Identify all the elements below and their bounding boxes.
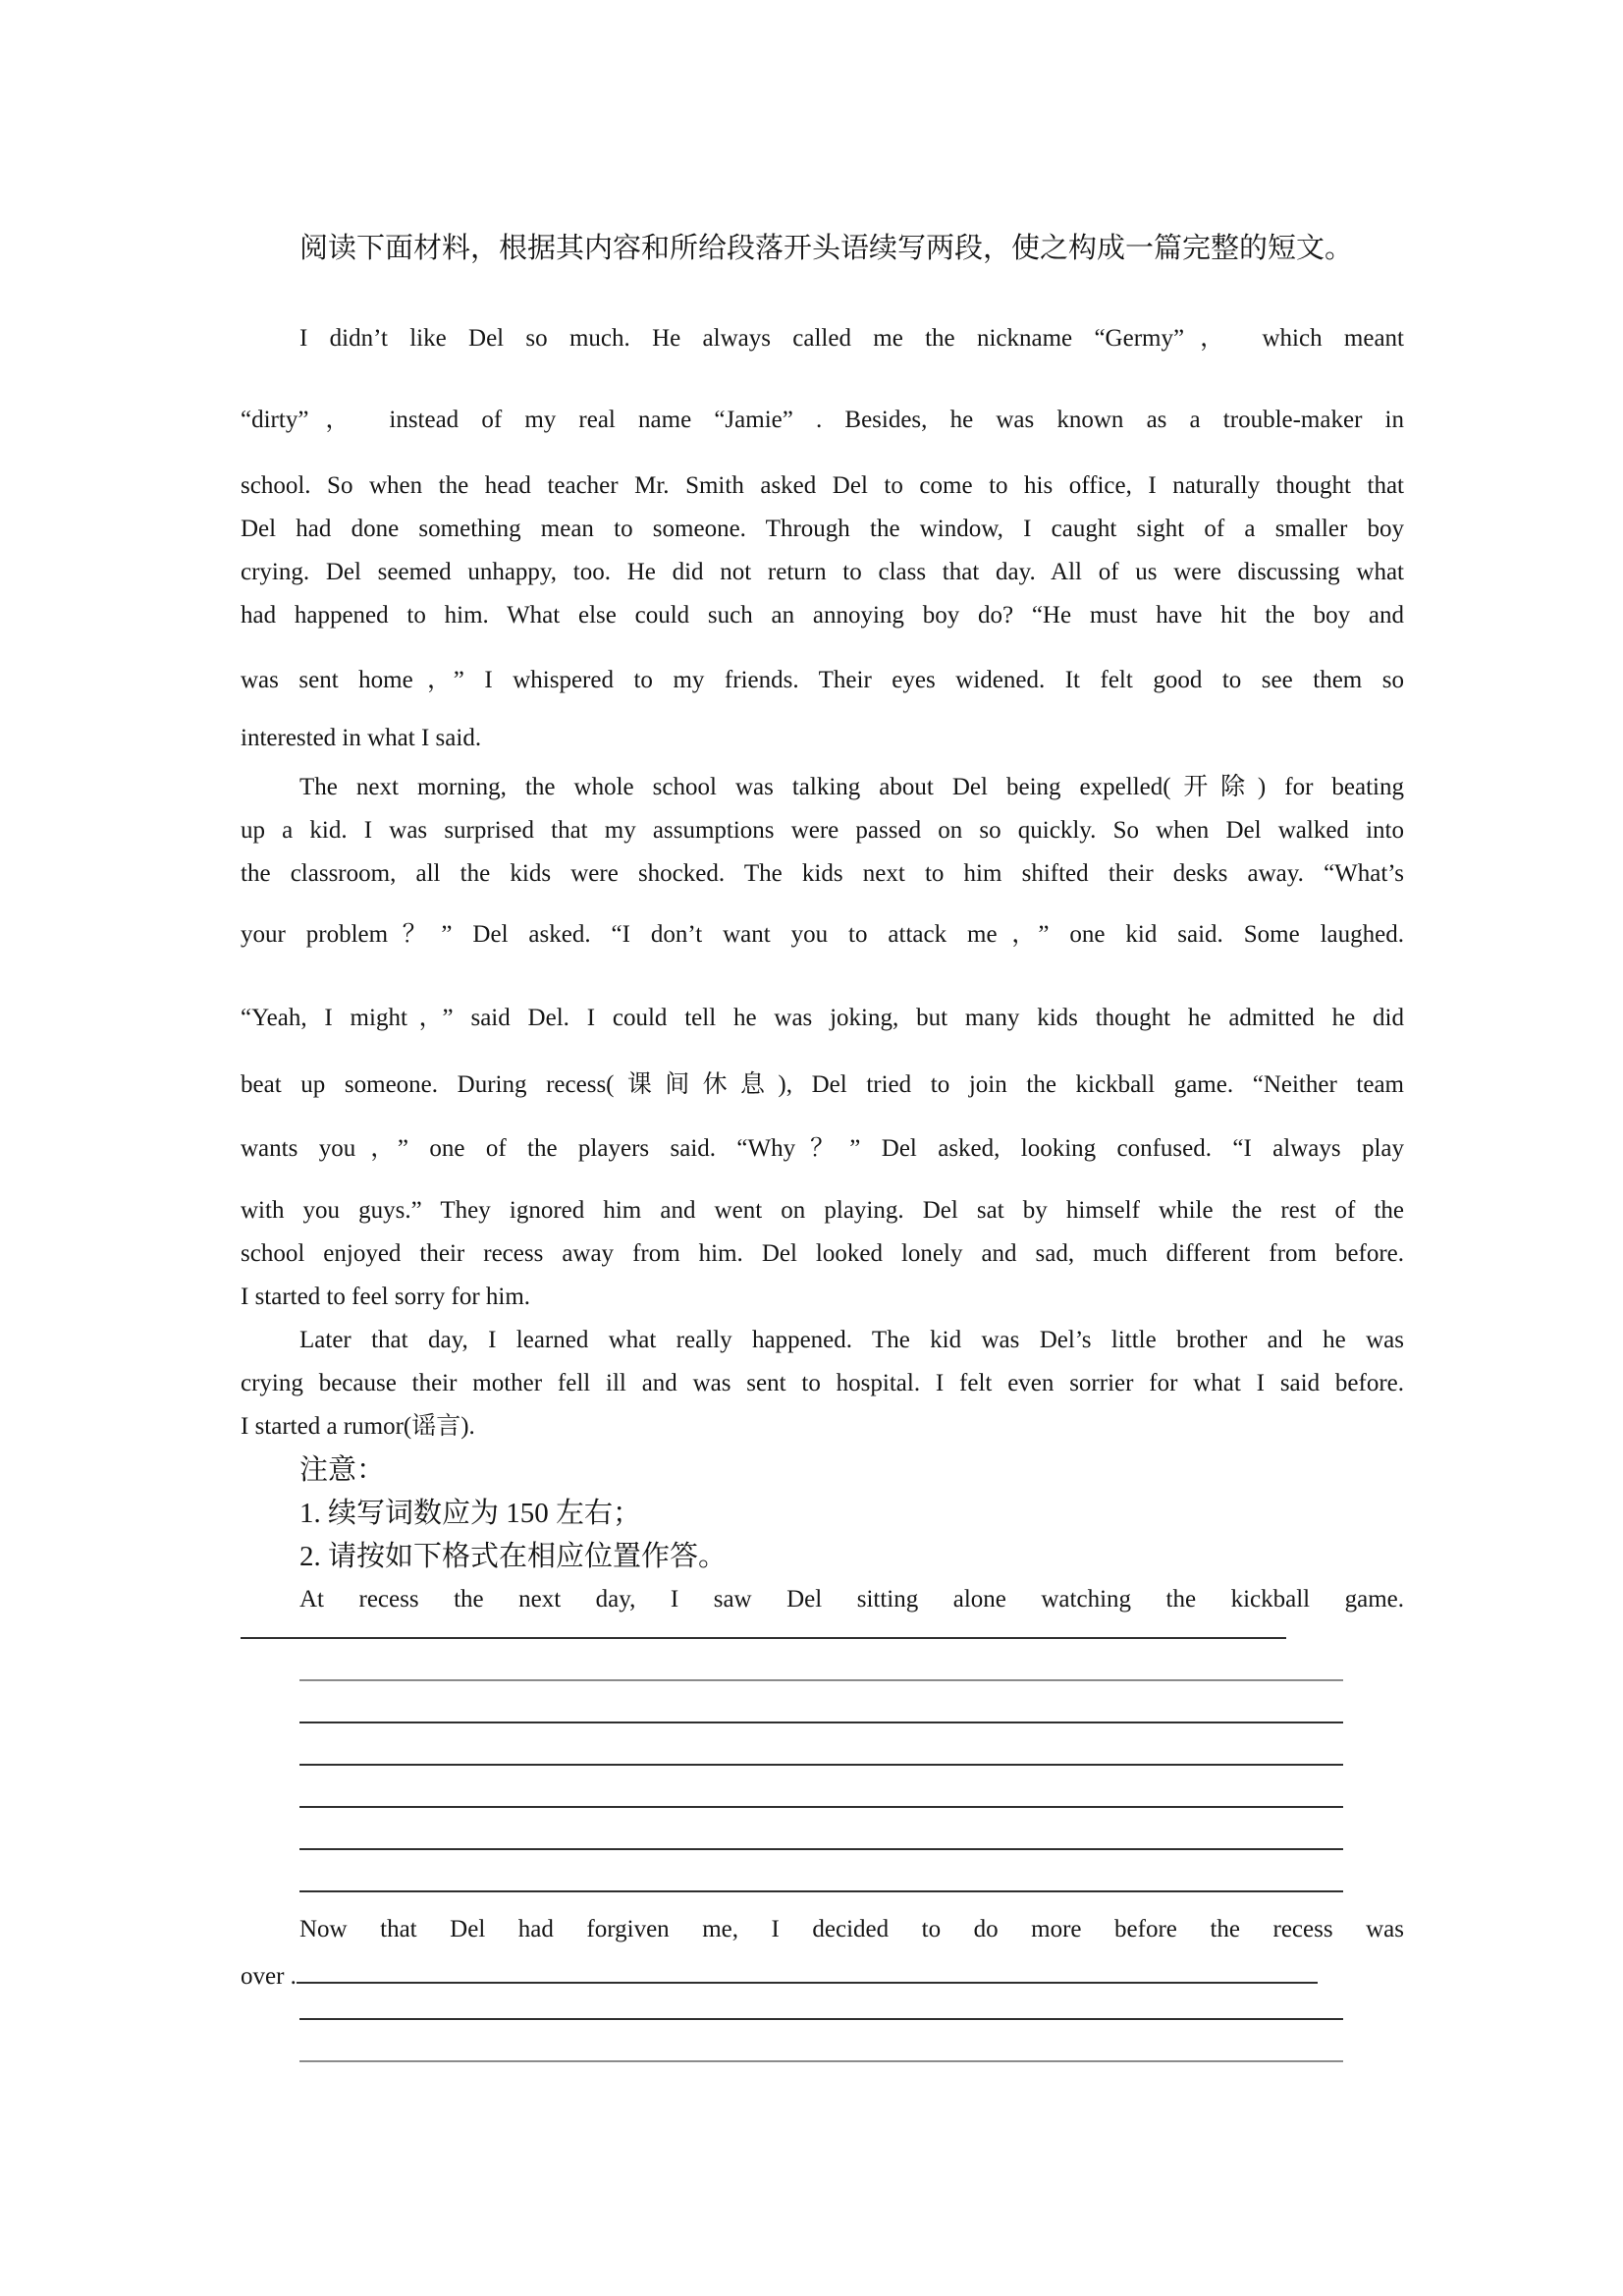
writing-line: [299, 2018, 1343, 2020]
story-line: crying because their mother fell ill and was sent to hospital. I felt even sorrier for what I said before.: [241, 1370, 1404, 1396]
story-line: wants you，” one of the players said. “Why？” Del asked, looking confused. “I always play: [241, 1135, 1404, 1162]
story-paragraph-3: [241, 1319, 1404, 1449]
story-line: the classroom, all the kids were shocked. The kids next to him shifted their desks away. “What’s: [241, 860, 1404, 887]
writing-line: [299, 1722, 1343, 1723]
story-line: I started to feel sorry for him.: [241, 1284, 531, 1310]
story-line: crying. Del seemed unhappy, too. He did not return to class that day. All of us were discussing what: [241, 559, 1404, 585]
writing-line: [299, 2060, 1343, 2062]
story-paragraph-1: [241, 317, 1404, 760]
story-line: had happened to him. What else could such an annoying boy do? “He must have hit the boy and: [241, 602, 1404, 629]
document-content: [241, 0, 1404, 2062]
given-opening-sentence-1: At recess the next day, I saw Del sitting alone watching the kickball game.: [299, 1586, 1404, 1613]
story-line: “Yeah, I might，” said Del. I could tell he was joking, but many kids thought he admitted he did: [241, 1005, 1404, 1031]
writing-line-inline: [297, 1962, 1318, 1984]
opening-sentence-2-tail-row: [241, 1955, 1404, 1998]
story-line: “dirty”， instead of my real name “Jamie” . Besides, he was known as a trouble-maker in: [241, 407, 1404, 433]
story-line: up a kid. I was surprised that my assumptions were passed on so quickly. So when Del walked into: [241, 817, 1404, 844]
writing-line: [241, 1637, 1286, 1639]
story-line: school enjoyed their recess away from him. Del looked lonely and sad, much different from before.: [241, 1240, 1404, 1267]
chinese-instruction: 阅读下面材料，根据其内容和所给段落开头语续写两段，使之构成一篇完整的短文。: [299, 233, 1354, 264]
story-line: I started a rumor(谣言).: [241, 1413, 475, 1440]
story-line: was sent home，” I whispered to my friends. Their eyes widened. It felt good to see them so: [241, 667, 1404, 693]
story-line: I didn’t like Del so much. He always called me the nickname “Germy”， which meant: [299, 325, 1404, 352]
given-opening-sentence-2: Now that Del had forgiven me, I decided to do more before the recess was: [299, 1916, 1404, 1942]
note-item-1: 1. 续写词数应为 150 左右；: [299, 1498, 642, 1529]
writing-line: [299, 1806, 1343, 1808]
story-line: school. So when the head teacher Mr. Smith asked Del to come to his office, I naturally thought that: [241, 472, 1404, 499]
story-line: The next morning, the whole school was talking about Del being expelled(开除) for beating: [299, 774, 1404, 800]
story-paragraph-2: [241, 766, 1404, 1319]
story-line: your problem？” Del asked. “I don’t want you to attack me，” one kid said. Some laughed.: [241, 921, 1404, 948]
notes-label: 注意：: [299, 1454, 386, 1486]
story-line: Later that day, I learned what really happened. The kid was Del’s little brother and he was: [299, 1327, 1404, 1353]
story-line: interested in what I said.: [241, 725, 482, 751]
writing-line: [299, 1890, 1343, 1892]
story-line: Del had done something mean to someone. Through the window, I caught sight of a smaller boy: [241, 516, 1404, 542]
writing-line: [299, 1848, 1343, 1850]
over-text: over .: [241, 1963, 297, 1990]
story-line: with you guys.” They ignored him and went on playing. Del sat by himself while the rest of the: [241, 1197, 1404, 1224]
writing-line: [299, 1764, 1343, 1766]
note-item-2: 2. 请按如下格式在相应位置作答。: [299, 1541, 728, 1572]
writing-line: [299, 1679, 1343, 1681]
story-line: beat up someone. During recess(课间休息), Del tried to join the kickball game. “Neither team: [241, 1071, 1404, 1098]
